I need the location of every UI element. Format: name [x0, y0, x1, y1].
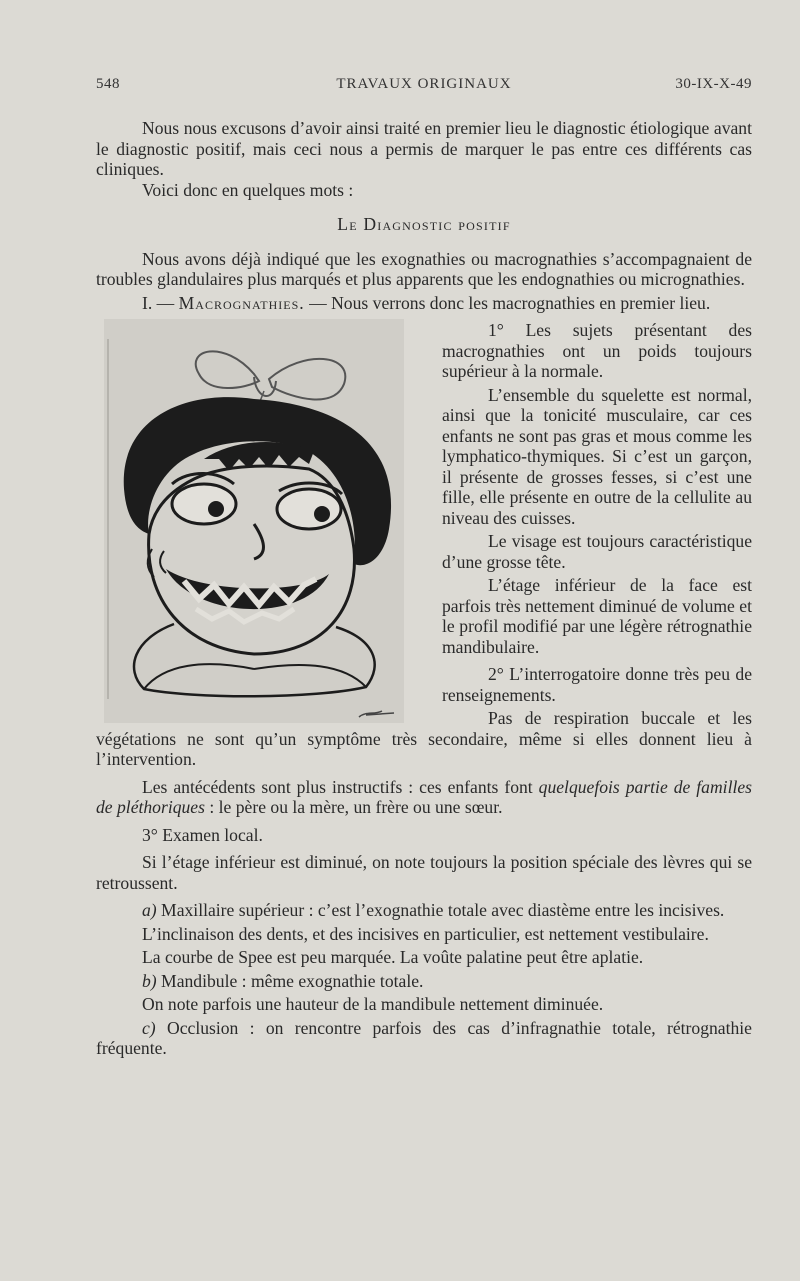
- exam-paragraph: Si l’étage inférieur est diminué, on note toujours la position spéciale des lèvres qui se retroussent.: [96, 852, 752, 893]
- item-b-text: Mandibule : même exognathie totale.: [156, 970, 424, 991]
- item-b: [96, 971, 752, 992]
- item-c-text: Occlusion : on rencontre parfois des cas d’infragnathie totale, rétrognathie fréquente.: [96, 1017, 752, 1058]
- section-intro-paragraph: Nous avons déjà indiqué que les exognathies ou macrognathies s’accompagnaient de troubles glandulaires plus marqués et plus apparents que les endognathies ou micrognathies.: [96, 248, 752, 289]
- subsection-number: I. —: [142, 292, 175, 313]
- antecedents-paragraph: [96, 777, 752, 818]
- item-a-label: a): [142, 900, 157, 920]
- item-b-paragraph: On note parfois une hauteur de la mandibule nettement diminuée.: [142, 994, 604, 1014]
- lead-in-paragraph: Voici donc en quelques mots :: [142, 179, 354, 200]
- subsection-title: Macrognathies.: [178, 292, 305, 313]
- exam-heading: 3° Examen local.: [142, 824, 263, 845]
- column-paragraph: Le visage est toujours caractéristique d’une grosse tête.: [442, 531, 752, 572]
- item-a: [96, 900, 752, 921]
- subsection-heading: [96, 293, 752, 314]
- symptom-paragraph: Pas de respiration buccale et les végétations ne sont qu’un symptôme très secondaire, même si elles donnent lieu à l’intervention.: [96, 708, 752, 769]
- column-paragraph: L’étage inférieur de la face est parfois très nettement diminué de volume et le profil modifié par une légère rétrognathie mandibulaire.: [442, 575, 752, 657]
- item-a-paragraph: La courbe de Spee est peu marquée. La voûte palatine peut être aplatie.: [142, 947, 644, 967]
- issue-date: 30-IX-X-49: [675, 76, 752, 92]
- column-paragraph: 2° L’interrogatoire donne très peu de renseignements.: [442, 664, 752, 705]
- caricature-drawing: [104, 319, 404, 723]
- item-a-paragraph: L’inclinaison des dents, et des incisives en particulier, est nettement vestibulaire.: [142, 923, 709, 944]
- page-number: 548: [96, 76, 120, 92]
- caricature-figure: [104, 313, 422, 727]
- column-paragraph: L’ensemble du squelette est normal, ainsi que la tonicité musculaire, car ces enfants ne sont pas gras et mous comme les lymphatico-thymiques. Si c’est un garçon, il présente de grosses fesses, si c’est une fille, elle présente en outre de la cellulite au niveau des cuisses.: [442, 384, 752, 528]
- running-title: TRAVAUX ORIGINAUX: [336, 76, 512, 92]
- antecedents-text: Les antécédents sont plus instructifs : ces enfants font: [142, 776, 539, 797]
- intro-paragraph: Nous nous excusons d’avoir ainsi traité en premier lieu le diagnostic étiologique avant le diagnostic positif, mais ceci nous a permis de marquer le pas entre ces différents cas cliniques.: [96, 118, 752, 179]
- item-a-text: Maxillaire supérieur : c’est l’exognathie totale avec diastème entre les incisives.: [156, 900, 725, 920]
- page-body: [96, 118, 752, 1059]
- item-c: [96, 1018, 752, 1059]
- running-header: [96, 76, 752, 100]
- antecedents-italic: quelquefois partie de familles de pléthoriques: [96, 776, 752, 817]
- subsection-text: — Nous verrons donc les macrognathies en premier lieu.: [309, 292, 711, 313]
- section-title: Le Diagnostic positif: [337, 214, 511, 234]
- item-b-label: b): [142, 970, 157, 991]
- wrapped-column: [442, 313, 752, 705]
- grinning-child-illustration: [104, 319, 404, 723]
- column-paragraph: 1° Les sujets présentant des macrognathies ont un poids toujours supérieur à la normale.: [442, 320, 752, 381]
- antecedents-text-end: : le père ou la mère, un frère ou une sœur.: [204, 797, 503, 817]
- item-c-label: c): [142, 1017, 156, 1038]
